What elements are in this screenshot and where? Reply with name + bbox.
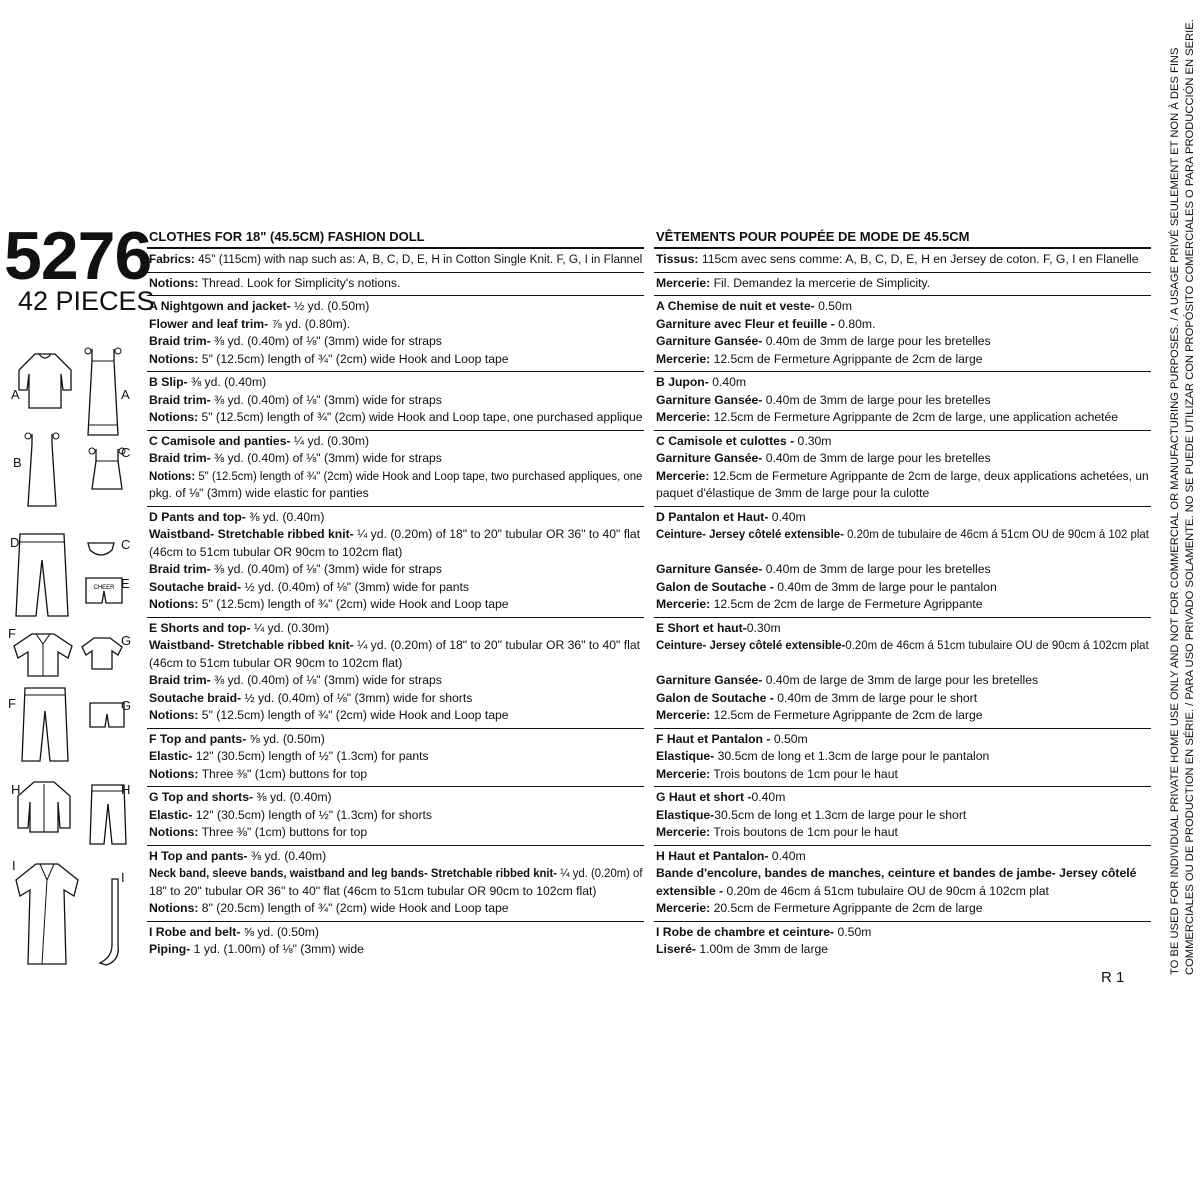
requirement-line: [149, 620, 642, 638]
english-sections: [147, 249, 644, 962]
requirement-line: [149, 298, 642, 316]
requirement-section: [654, 846, 1151, 922]
requirement-section: [147, 507, 644, 618]
requirement-text: 0.20m de 46cm á 51cm tubulaire OU de 90cm á 102cm plat: [845, 638, 1149, 652]
requirement-text: 0.30m: [746, 620, 781, 635]
french-sections: [654, 249, 1151, 962]
requirement-text: ¼ yd. (0.30m): [250, 620, 330, 635]
view-letter-c: C: [121, 537, 131, 552]
requirement-line: [149, 824, 642, 842]
requirement-line: [656, 251, 1149, 269]
requirement-line: [149, 707, 642, 725]
requirement-label: Liseré-: [656, 942, 696, 956]
requirement-section: [147, 431, 644, 507]
requirement-label: Braid trim-: [149, 334, 211, 348]
requirement-text: ¼ yd. (0.20m) of 18" to 20" tubular OR 36" to 40" flat: [353, 527, 640, 541]
requirement-text: ⅜ yd. (0.40m) of ⅛" (3mm) wide for straps: [210, 562, 442, 576]
requirement-line: [656, 433, 1149, 451]
requirement-line: [149, 848, 642, 866]
requirement-text: 5" (12.5cm) length of ¾" (2cm) wide Hook and Loop tape: [198, 351, 509, 366]
requirement-label: H Top and pants-: [149, 848, 248, 863]
requirement-text: 0.30m: [794, 433, 832, 448]
requirement-text: 30.5cm de long et 1.3cm de large pour le pantalon: [714, 749, 990, 763]
requirement-label: Mercerie:: [656, 275, 711, 290]
requirement-text: (46cm to 51cm tubular OR 90cm to 102cm flat): [149, 544, 403, 559]
pattern-number: 5276: [4, 218, 152, 294]
requirement-section: [654, 922, 1151, 962]
requirement-line: [149, 450, 642, 468]
requirement-line: [656, 789, 1149, 807]
requirement-label: Braid trim-: [149, 673, 211, 687]
requirement-label: Ceinture- Jersey côtelé extensible-: [656, 527, 844, 541]
view-letter-a: A: [121, 387, 130, 402]
requirement-text: Fil. Demandez la mercerie de Simplicity.: [710, 275, 931, 290]
requirement-text: 5" (12.5cm) length of ¾" (2cm) wide Hook and Loop tape: [198, 708, 509, 722]
requirement-text: ⅝ yd. (0.50m): [246, 731, 325, 746]
requirement-line: [149, 433, 642, 451]
requirement-text: 12.5cm de Fermeture Agrippante de 2cm de large, deux applications achetées, un: [709, 468, 1149, 483]
requirement-label: Elastique-: [656, 749, 715, 763]
requirement-label: Elastique-: [656, 807, 715, 822]
requirement-label: C Camisole and panties-: [149, 433, 291, 448]
requirement-line: [656, 848, 1149, 866]
requirement-label: Notions:: [149, 275, 199, 290]
requirement-line: [656, 333, 1149, 351]
view-f-top-drawing: [10, 630, 76, 678]
requirement-text: 0.40m: [708, 375, 747, 389]
requirement-line: [149, 637, 642, 655]
requirement-line: [656, 316, 1149, 334]
requirement-text: 0.40m de 3mm de large pour les bretelles: [762, 392, 991, 407]
requirement-line: [656, 690, 1149, 708]
french-instructions-column: [654, 226, 1151, 962]
requirement-line: [656, 351, 1149, 369]
view-letter-d: D: [10, 535, 20, 550]
requirement-line: [656, 509, 1149, 527]
requirement-line: [656, 766, 1149, 784]
requirement-line: [656, 620, 1149, 638]
requirement-label: Braid trim-: [149, 562, 211, 576]
revision-code: R 1: [1101, 969, 1125, 986]
requirement-text: 5" (12.5cm) length of ¾" (2cm) wide Hook and Loop tape, two purchased appliques, one: [195, 468, 643, 483]
requirement-text: ⅜ yd. (0.40m) of ⅛" (3mm) wide for straps: [210, 451, 442, 465]
requirement-label: Garniture avec Fleur et feuille -: [656, 316, 835, 331]
french-title: VÊTEMENTS POUR POUPÉE DE MODE DE 45.5CM: [654, 226, 1151, 249]
requirement-text: ⅜ yd. (0.40m): [245, 509, 325, 524]
requirement-label: A Nightgown and jacket-: [149, 299, 291, 313]
requirement-line: [149, 789, 642, 807]
requirement-line: [656, 450, 1149, 468]
requirement-text: 18" to 20" tubular OR 36" to 40" flat (46cm to 51cm tubular OR 90cm to 102cm flat): [149, 883, 597, 898]
requirement-line: [149, 690, 642, 708]
requirement-label: F Haut et Pantalon -: [656, 731, 771, 746]
requirement-line: [656, 561, 1149, 579]
requirement-line: [149, 468, 642, 486]
requirement-label: Mercerie:: [656, 468, 710, 483]
requirement-text: ⅜ yd. (0.40m) of ⅛" (3mm) wide for straps: [210, 673, 442, 687]
requirement-section: [147, 372, 644, 431]
requirement-line: [149, 807, 642, 825]
requirement-label: Notions:: [149, 708, 199, 722]
requirement-text: ⅞ yd. (0.80m).: [268, 316, 351, 331]
requirement-section: [654, 431, 1151, 507]
requirement-label: Soutache braid-: [149, 690, 242, 705]
disclaimer-line-1: TO BE USED FOR INDIVIDUAL PRIVATE HOME USE ONLY AND NOT FOR COMMERCIAL OR MANUFACTURING PURPOSES. / A USAGE PRIVÉ SEULEMENT ET NON À DES FINS: [1169, 47, 1181, 975]
requirement-line: [656, 707, 1149, 725]
requirement-text: Thread. Look for Simplicity's notions.: [198, 275, 401, 290]
requirement-label: F Top and pants-: [149, 731, 247, 746]
requirement-text: 30.5cm de long et 1.3cm de large pour le short: [714, 807, 967, 822]
requirement-line: [656, 824, 1149, 842]
view-letter-g: G: [121, 698, 132, 713]
requirement-line: [149, 374, 642, 392]
applique-text: CHEER: [93, 585, 115, 591]
requirement-label: Mercerie:: [656, 410, 711, 424]
view-f-pants-drawing: [20, 685, 70, 765]
requirement-section: [654, 507, 1151, 618]
requirement-label: Garniture Gansée-: [656, 562, 763, 576]
requirement-text: ⅜ yd. (0.40m): [253, 790, 332, 804]
requirement-text: 12" (30.5cm) length of ½" (1.3cm) for shorts: [192, 807, 432, 822]
requirement-label: Braid trim-: [149, 392, 211, 407]
requirement-text: ⅝ yd. (0.50m): [240, 924, 319, 939]
requirement-line: [149, 333, 642, 351]
requirement-section: [654, 296, 1151, 372]
english-title: CLOTHES FOR 18" (45.5CM) FASHION DOLL: [147, 226, 644, 249]
requirement-label: Ceinture- Jersey côtelé extensible-: [656, 638, 846, 652]
requirement-text: 0.40m: [751, 790, 786, 804]
requirement-text: 0.40m de 3mm de large pour les bretelles: [762, 451, 991, 465]
view-d-pants-drawing: [14, 530, 70, 620]
requirement-section: [147, 846, 644, 922]
requirement-line: [656, 637, 1149, 655]
requirement-line: [149, 579, 642, 597]
requirement-section: [654, 787, 1151, 846]
requirement-text: 12.5cm de Fermeture Agrippante de 2cm de large, une application achetée: [710, 410, 1119, 424]
requirement-section: [147, 296, 644, 372]
requirement-text: 0.40m de 3mm de large pour le short: [773, 690, 978, 705]
view-b-slip-drawing: [22, 430, 62, 510]
requirement-line: [149, 275, 642, 293]
requirement-text: paquet d'élastique de 3mm de large pour la culotte: [656, 486, 930, 500]
view-letter-f: F: [8, 626, 16, 641]
requirement-label: Notions:: [149, 351, 199, 366]
requirement-line: [149, 526, 642, 544]
requirement-text: ½ yd. (0.40m) of ⅛" (3mm) wide for shorts: [241, 690, 473, 705]
requirement-text: 12.5cm de Fermeture Agrippante de 2cm de large: [710, 708, 983, 722]
requirement-line: [656, 748, 1149, 766]
requirement-text: ⅜ yd. (0.40m): [247, 848, 327, 863]
requirement-line: [656, 731, 1149, 749]
requirement-label: Elastic-: [149, 749, 193, 763]
requirement-text: 5" (12.5cm) length of ¾" (2cm) wide Hook and Loop tape: [198, 597, 509, 611]
requirement-label: Neck band, sleeve bands, waistband and leg bands- Stretchable ribbed knit-: [149, 866, 558, 880]
requirement-section: [654, 273, 1151, 297]
requirement-text: 0.20m de tubulaire de 46cm á 51cm OU de 90cm á 102 plat: [843, 527, 1149, 541]
requirement-line: [149, 509, 642, 527]
requirement-text: ¼ yd. (0.20m) of 18" to 20" tubular OR 36" to 40" flat: [353, 638, 640, 652]
requirement-label: H Haut et Pantalon-: [656, 848, 769, 863]
requirement-text: ¼ yd. (0.30m): [290, 433, 370, 448]
requirement-text: 0.40m de 3mm de large pour les bretelles: [762, 334, 991, 348]
requirement-text: 115cm avec sens comme: A, B, C, D, E, H en Jersey de coton. F, G, I en Flanelle: [698, 252, 1139, 266]
requirement-line: [149, 409, 642, 427]
requirement-label: Bande d'encolure, bandes de manches, ceinture et bandes de jambe- Jersey côtelé: [656, 866, 1137, 880]
requirement-text: 0.40m: [768, 848, 806, 863]
requirement-text: Trois boutons de 1cm pour le haut: [710, 766, 898, 781]
requirement-label: Mercerie:: [656, 708, 711, 722]
requirement-label: B Jupon-: [656, 375, 709, 389]
requirement-line: [149, 544, 642, 562]
requirement-label: Garniture Gansée-: [656, 451, 763, 465]
requirement-text: (46cm to 51cm tubular OR 90cm to 102cm flat): [149, 655, 403, 670]
requirement-label: Waistband- Stretchable ribbed knit-: [149, 638, 354, 652]
requirement-label: Garniture Gansée-: [656, 334, 763, 348]
requirement-line: [656, 544, 1149, 562]
requirement-text: 5" (12.5cm) length of ¾" (2cm) wide Hook and Loop tape, one purchased applique: [198, 410, 643, 424]
requirement-label: A Chemise de nuit et veste-: [656, 299, 815, 313]
garment-illustrations: [0, 330, 145, 980]
view-letter-c: C: [121, 445, 131, 460]
requirement-text: 0.40m de large de 3mm de large pour les bretelles: [762, 673, 1039, 687]
requirement-line: [656, 374, 1149, 392]
requirement-text: ⅜ yd. (0.40m): [187, 375, 267, 389]
requirement-line: [656, 672, 1149, 690]
requirement-label: Flower and leaf trim-: [149, 316, 269, 331]
view-letter-i: I: [12, 858, 16, 873]
view-letter-g: G: [121, 633, 132, 648]
requirement-text: 0.50m: [770, 731, 808, 746]
requirement-text: 0.40m de 3mm de large pour les bretelles: [762, 562, 991, 576]
view-c-panties-drawing: [86, 540, 116, 560]
requirement-text: 0.40m: [768, 509, 806, 524]
requirement-label: Mercerie:: [656, 901, 711, 915]
requirement-label: I Robe de chambre et ceinture-: [656, 924, 835, 939]
requirement-text: 0.80m.: [834, 316, 876, 331]
view-i-robe-drawing: [12, 860, 82, 970]
view-i-belt-drawing: [92, 875, 132, 970]
requirement-line: [149, 672, 642, 690]
requirement-line: [656, 807, 1149, 825]
requirement-label: E Shorts and top-: [149, 620, 251, 635]
requirement-label: Notions:: [149, 597, 199, 611]
requirement-label: extensible -: [656, 883, 724, 898]
requirement-line: [149, 392, 642, 410]
requirement-line: [149, 251, 642, 269]
requirement-line: [149, 596, 642, 614]
requirement-label: D Pantalon et Haut-: [656, 509, 769, 524]
english-instructions-column: [147, 226, 644, 962]
requirement-text: 12.5cm de 2cm de large de Fermeture Agrippante: [710, 597, 983, 611]
requirement-line: [149, 941, 642, 959]
requirement-text: ½ yd. (0.50m): [290, 299, 370, 313]
requirement-line: [149, 883, 642, 901]
disclaimer-line-2: COMMERCIALES OU DE PRODUCTION EN SÉRIE. / PARA USO PRIVADO SOLAMENTE. NO SE PUEDE UTILIZAR CON PROPÓSITO COMERCIALES O PARA PRODUCCIÓN EN SERIE.: [1183, 19, 1196, 975]
requirement-text: 1.00m de 3mm de large: [695, 942, 829, 956]
requirement-section: [147, 729, 644, 788]
requirement-line: [656, 924, 1149, 942]
requirement-line: [149, 900, 642, 918]
requirement-text: Three ⅜" (1cm) buttons for top: [198, 766, 368, 781]
requirement-label: Piping-: [149, 942, 191, 956]
requirement-line: [656, 485, 1149, 503]
requirement-text: 12" (30.5cm) length of ½" (1.3cm) for pants: [192, 749, 429, 763]
requirement-text: 1 yd. (1.00m) of ⅛" (3mm) wide: [190, 942, 364, 956]
requirement-text: Three ⅜" (1cm) buttons for top: [198, 825, 368, 839]
usage-disclaimer: [1168, 19, 1197, 975]
requirement-label: E Short et haut-: [656, 620, 747, 635]
requirement-text: 20.5cm de Fermeture Agrippante de 2cm de large: [710, 901, 983, 915]
requirement-text: ½ yd. (0.40m) of ⅛" (3mm) wide for pants: [241, 579, 469, 594]
view-letter-b: B: [13, 455, 22, 470]
requirement-line: [656, 883, 1149, 901]
requirement-line: [149, 924, 642, 942]
requirement-section: [654, 249, 1151, 273]
requirement-label: Notions:: [149, 468, 196, 483]
view-g-top-drawing: [80, 635, 124, 671]
requirement-label: B Slip-: [149, 375, 188, 389]
requirement-section: [147, 922, 644, 962]
requirement-line: [656, 941, 1149, 959]
requirement-text: 0.50m: [834, 924, 872, 939]
requirement-text: ⅜ yd. (0.40m) of ⅛" (3mm) wide for straps: [210, 392, 442, 407]
requirement-text: 0.20m de 46cm á 51cm tubulaire OU de 90cm á 102cm plat: [723, 883, 1049, 898]
requirement-line: [149, 655, 642, 673]
requirement-line: [149, 561, 642, 579]
requirement-label: Mercerie:: [656, 597, 711, 611]
requirement-line: [656, 655, 1149, 673]
requirement-section: [147, 618, 644, 729]
requirement-section: [654, 618, 1151, 729]
requirement-text: Trois boutons de 1cm pour le haut: [710, 825, 898, 839]
requirement-line: [656, 865, 1149, 883]
requirement-line: [656, 900, 1149, 918]
requirement-label: Tissus:: [656, 252, 699, 266]
requirement-line: [656, 392, 1149, 410]
requirement-label: D Pants and top-: [149, 509, 246, 524]
view-letter-h: H: [121, 782, 131, 797]
requirement-label: C Camisole et culottes -: [656, 433, 795, 448]
requirement-label: Notions:: [149, 766, 199, 781]
requirement-line: [656, 468, 1149, 486]
requirement-line: [656, 275, 1149, 293]
requirement-label: Garniture Gansée-: [656, 392, 763, 407]
requirement-label: Braid trim-: [149, 451, 211, 465]
requirement-line: [149, 748, 642, 766]
requirement-label: Notions:: [149, 825, 199, 839]
requirement-line: [656, 579, 1149, 597]
requirement-label: G Haut et short -: [656, 790, 752, 804]
requirement-label: Mercerie:: [656, 351, 711, 366]
view-letter-h: H: [11, 782, 21, 797]
requirement-label: Notions:: [149, 901, 199, 915]
requirement-section: [654, 372, 1151, 431]
requirement-label: Mercerie:: [656, 825, 711, 839]
requirement-line: [656, 526, 1149, 544]
requirement-label: Galon de Soutache -: [656, 579, 774, 594]
requirement-text: 0.40m de 3mm de large pour le pantalon: [773, 579, 997, 594]
requirement-text: ¼ yd. (0.20m) of: [557, 866, 643, 880]
requirement-text: 45" (115cm) with nap such as: A, B, C, D, E, H in Cotton Single Knit. F, G, I in Flannel: [194, 252, 643, 266]
view-a-nightgown-drawing: [80, 345, 126, 440]
requirement-line: [149, 766, 642, 784]
requirement-line: [656, 298, 1149, 316]
pieces-count: 42 PIECES: [18, 286, 155, 316]
requirement-line: [656, 409, 1149, 427]
view-a-jacket-drawing: [15, 350, 75, 410]
requirement-text: 12.5cm de Fermeture Agrippante de 2cm de large: [710, 351, 983, 366]
view-letter-e: E: [121, 576, 130, 591]
view-letter-f: F: [8, 696, 16, 711]
requirement-section: [147, 787, 644, 846]
requirement-text: 0.50m: [814, 299, 852, 313]
requirement-label: Notions:: [149, 410, 199, 424]
view-letter-i: I: [121, 870, 125, 885]
requirement-label: Elastic-: [149, 807, 193, 822]
view-letter-a: A: [11, 387, 20, 402]
requirement-label: G Top and shorts-: [149, 790, 254, 804]
requirement-line: [149, 351, 642, 369]
requirement-label: Fabrics:: [149, 252, 195, 266]
view-e-shorts-drawing: [84, 575, 124, 607]
requirement-label: Garniture Gansée-: [656, 673, 763, 687]
requirement-label: Mercerie:: [656, 766, 711, 781]
requirement-label: Galon de Soutache -: [656, 690, 774, 705]
requirement-section: [147, 273, 644, 297]
view-h-top-drawing: [12, 778, 76, 836]
requirement-line: [149, 731, 642, 749]
requirement-text: pkg. of ⅛" (3mm) wide elastic for panties: [149, 486, 369, 500]
requirement-line: [149, 485, 642, 503]
requirement-line: [149, 316, 642, 334]
requirement-line: [656, 596, 1149, 614]
requirement-section: [147, 249, 644, 273]
requirement-label: Soutache braid-: [149, 579, 242, 594]
requirement-section: [654, 729, 1151, 788]
requirement-label: I Robe and belt-: [149, 924, 241, 939]
requirement-text: 8" (20.5cm) length of ¾" (2cm) wide Hook and Loop tape: [198, 901, 509, 915]
requirement-text: ⅜ yd. (0.40m) of ⅛" (3mm) wide for straps: [210, 334, 442, 348]
requirement-label: Waistband- Stretchable ribbed knit-: [149, 527, 354, 541]
requirement-line: [149, 865, 642, 883]
